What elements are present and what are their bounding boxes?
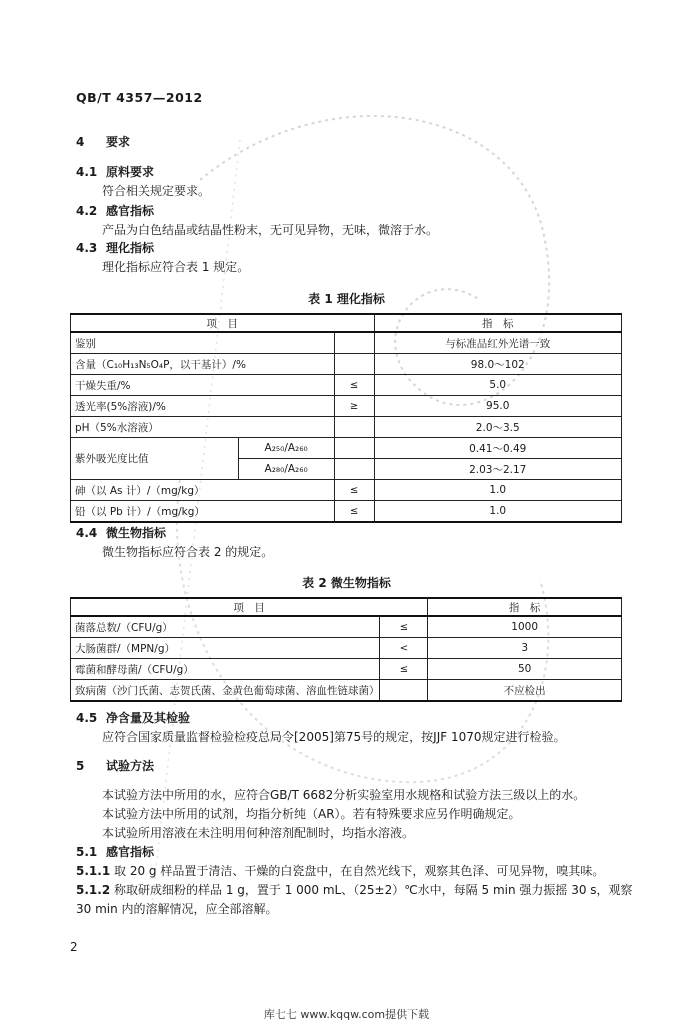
table-2 <box>70 597 622 702</box>
table-row: 致病菌（沙门氏菌、志贺氏菌、金黄色葡萄球菌、溶血性链球菌） 不应检出 <box>71 680 622 702</box>
section-4-heading: 4 要求 <box>76 135 131 149</box>
section-5-1-2-continuation: 30 min 内的溶解情况，应全部溶解。 <box>76 902 278 916</box>
section-5-paragraph-2: 本试验方法中所用的试剂，均指分析纯（AR）。若有特殊要求应另作明确规定。 <box>102 807 521 821</box>
table-1 <box>70 313 622 523</box>
section-5-paragraph-1: 本试验方法中所用的水，应符合GB/T 6682分析实验室用水规格和试验方法三级以上的水。 <box>102 788 586 802</box>
table-2-header-row <box>71 598 622 616</box>
table-row: pH（5%水溶液） 2.0～3.5 <box>71 417 622 438</box>
table-row: 含量（C₁₀H₁₃N₅O₄P，以干基计）/% 98.0～102 <box>71 354 622 375</box>
section-4-4-heading: 4.4 微生物指标 <box>76 526 167 540</box>
page-number: 2 <box>70 940 78 954</box>
table-row: 大肠菌群/（MPN/g） < 3 <box>71 638 622 659</box>
table-row: 紫外吸光度比值 A₂₅₀/A₂₆₀ 0.41～0.49 <box>71 438 622 459</box>
section-5-1-1-text: 5.1.1 取 20 g 样品置于清洁、干燥的白瓷盘中，在自然光线下，观察其色泽、可见异物，嗅其味。 <box>76 864 605 878</box>
table-1-col-item: 项 目 <box>71 314 375 332</box>
section-4-5-heading: 4.5 净含量及其检验 <box>76 711 191 725</box>
table-row: 透光率(5%溶液)/% ≥ 95.0 <box>71 396 622 417</box>
table-row: 铅（以 Pb 计）/（mg/kg） ≤ 1.0 <box>71 501 622 523</box>
section-4-1-heading: 4.1 原料要求 <box>76 165 155 179</box>
section-4-1-text: 符合相关规定要求。 <box>102 184 211 198</box>
section-5-paragraph-3: 本试验所用溶液在未注明用何种溶剂配制时，均指水溶液。 <box>102 826 415 840</box>
table-row: 砷（以 As 计）/（mg/kg） ≤ 1.0 <box>71 480 622 501</box>
document-code: QB/T 4357—2012 <box>76 90 203 105</box>
table-2-caption: 表 2 微生物指标 <box>302 576 391 590</box>
footer-source: 库七七 www.kqqw.com提供下载 <box>263 1008 430 1021</box>
table-2-col-value: 指 标 <box>428 598 622 616</box>
table-1-caption: 表 1 理化指标 <box>308 292 385 306</box>
section-4-3-heading: 4.3 理化指标 <box>76 241 155 255</box>
section-5-1-heading: 5.1 感官指标 <box>76 845 155 859</box>
table-2-col-item: 项 目 <box>71 598 428 616</box>
section-4-5-text: 应符合国家质量监督检验检疫总局令[2005]第75号的规定，按JJF 1070规定进行检验。 <box>102 730 566 744</box>
table-row: A₂₈₀/A₂₆₀ 2.03～2.17 <box>71 459 622 480</box>
table-row: 菌落总数/（CFU/g） ≤ 1000 <box>71 616 622 638</box>
table-1-header-row <box>71 314 622 332</box>
table-row: 鉴别 与标准品红外光谱一致 <box>71 332 622 354</box>
section-4-2-heading: 4.2 感官指标 <box>76 204 155 218</box>
section-4-3-text: 理化指标应符合表 1 规定。 <box>102 260 250 274</box>
section-5-1-2-text: 5.1.2 称取研成细粉的样品 1 g，置于 1 000 mL、（25±2）℃水中，每隔 5 min 强力振摇 30 s，观察 <box>76 883 633 897</box>
table-1-col-value: 指 标 <box>374 314 622 332</box>
table-row: 干燥失重/% ≤ 5.0 <box>71 375 622 396</box>
section-4-2-text: 产品为白色结晶或结晶性粉末，无可见异物，无味，微溶于水。 <box>102 223 439 237</box>
table-row: 霉菌和酵母菌/（CFU/g） ≤ 50 <box>71 659 622 680</box>
section-5-heading: 5 试验方法 <box>76 759 155 773</box>
section-4-4-text: 微生物指标应符合表 2 的规定。 <box>102 545 274 559</box>
